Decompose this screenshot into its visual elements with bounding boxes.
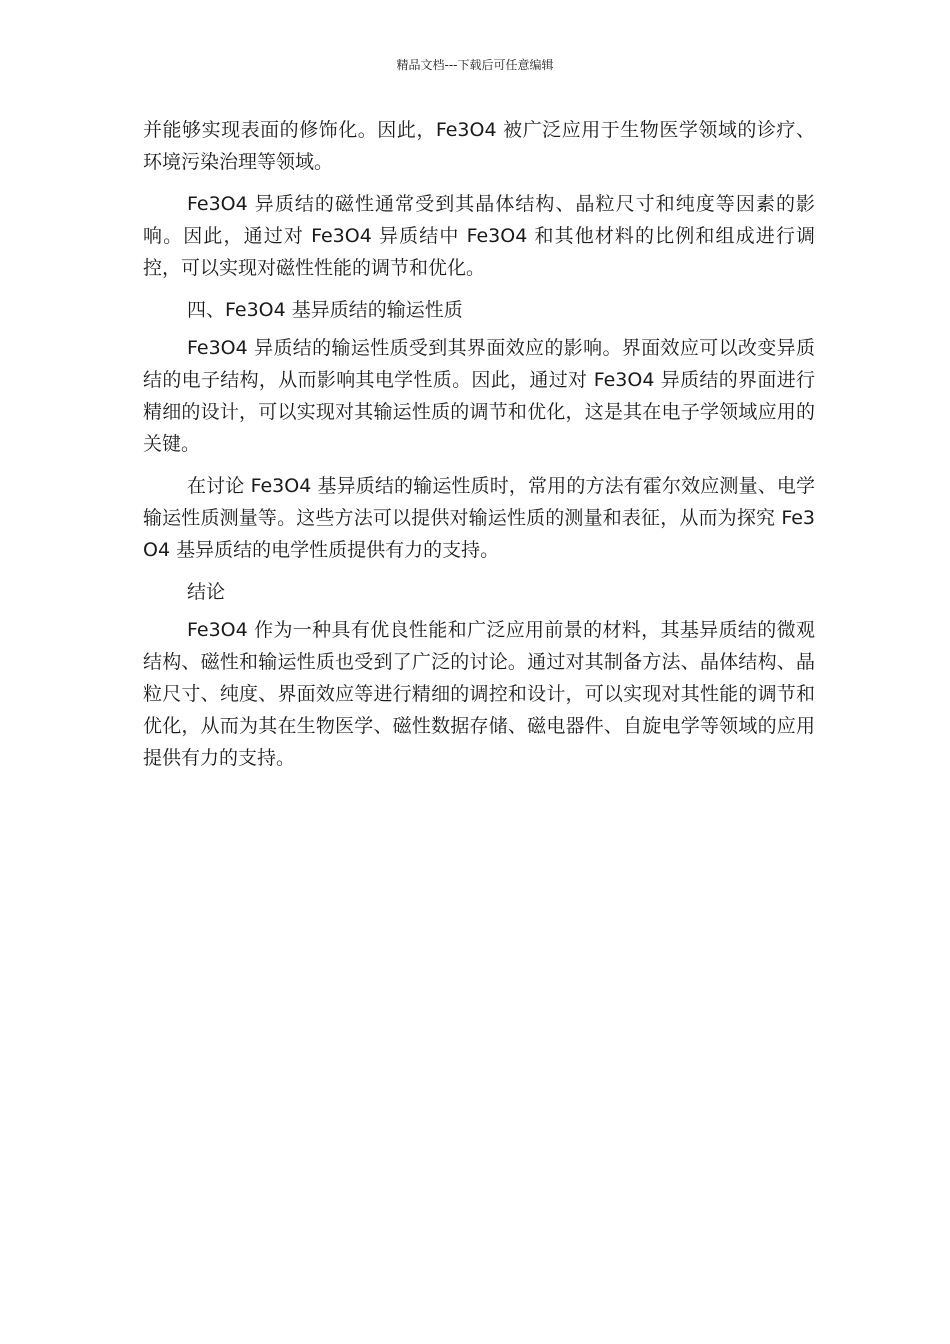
document-body — [143, 114, 815, 784]
paragraph-measurement-methods: 在讨论 Fe3O4 基异质结的输运性质时，常用的方法有霍尔效应测量、电学输运性质测量等。这些方法可以提供对输运性质的测量和表征，从而为探究 Fe3O4 基异质结的电学性质提供有力的支持。 — [143, 475, 815, 561]
section-heading-transport: 四、Fe3O4 基异质结的输运性质 — [187, 299, 463, 321]
paragraph-interface-effect: Fe3O4 异质结的输运性质受到其界面效应的影响。界面效应可以改变异质结的电子结构，从而影响其电学性质。因此，通过对 Fe3O4 异质结的界面进行精细的设计，可以实现对其输运性质的调节和优化，这是其在电子学领域应用的关键。 — [143, 337, 815, 455]
paragraph-conclusion: Fe3O4 作为一种具有优良性能和广泛应用前景的材料，其基异质结的微观结构、磁性和输运性质也受到了广泛的讨论。通过对其制备方法、晶体结构、晶粒尺寸、纯度、界面效应等进行精细的调控和设计，可以实现对其性能的调节和优化，从而为其在生物医学、磁性数据存储、磁电器件、自旋电学等领域的应用提供有力的支持。 — [143, 619, 815, 769]
paragraph-magnetism: Fe3O4 异质结的磁性通常受到其晶体结构、晶粒尺寸和纯度等因素的影响。因此，通过对 Fe3O4 异质结中 Fe3O4 和其他材料的比例和组成进行调控，可以实现对磁性性能的调节和优化。 — [143, 193, 815, 279]
section-heading-conclusion: 结论 — [187, 581, 226, 603]
paragraph-continuation: 并能够实现表面的修饰化。因此，Fe3O4 被广泛应用于生物医学领域的诊疗、环境污染治理等领域。 — [143, 119, 815, 173]
page-header: 精品文档---下载后可任意编辑 — [396, 58, 554, 72]
